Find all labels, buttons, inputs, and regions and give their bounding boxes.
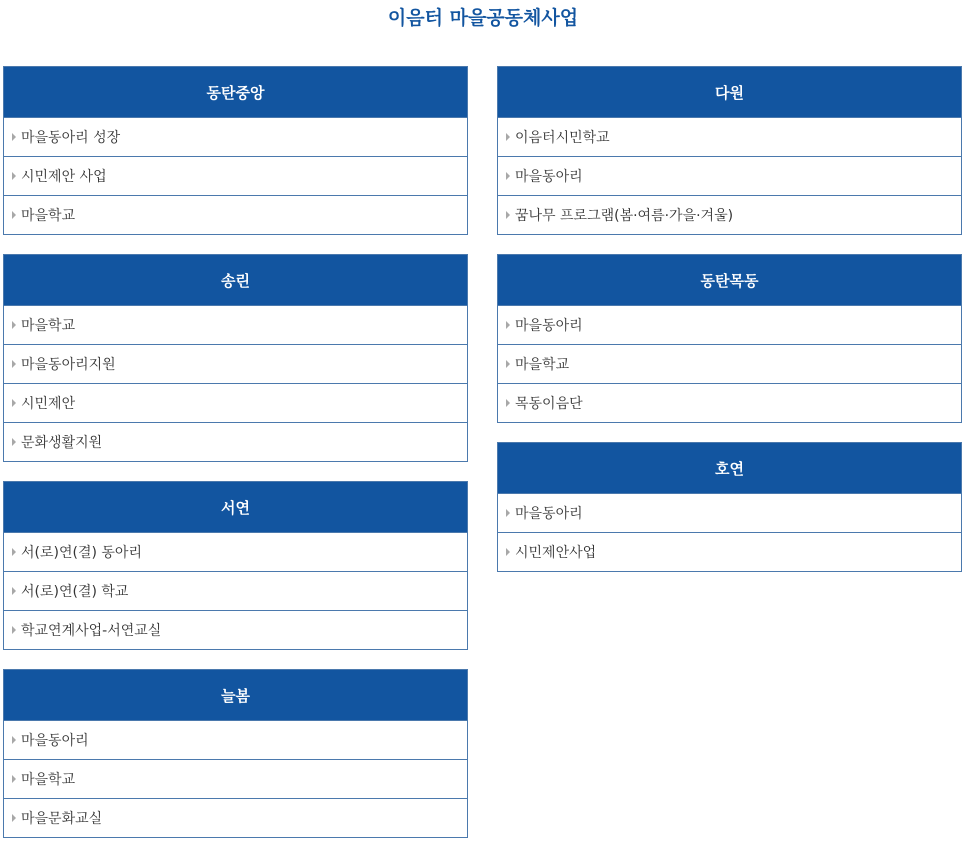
card-songrin <box>3 254 468 462</box>
card-header: 동탄중앙 <box>4 67 467 117</box>
list-item-label: 마을동아리 <box>21 733 89 749</box>
card-dongtan-mokdong <box>497 254 962 423</box>
list-item-label: 목동이음단 <box>515 396 583 412</box>
caret-right-icon <box>506 509 510 517</box>
caret-right-icon <box>506 360 510 368</box>
list-item-label: 꿈나무 프로그램(봄·여름·가을·겨울) <box>515 208 734 224</box>
card-hoyeon <box>497 442 962 572</box>
list-item[interactable] <box>498 493 961 532</box>
card-dawon <box>497 66 962 235</box>
list-item[interactable] <box>4 571 467 610</box>
caret-right-icon <box>12 548 16 556</box>
list-item-label: 마을동아리 성장 <box>21 130 121 146</box>
list-item-label: 문화생활지원 <box>21 435 103 451</box>
caret-right-icon <box>12 736 16 744</box>
list-item-label: 마을동아리지원 <box>21 357 116 373</box>
card-list <box>4 117 467 234</box>
list-item[interactable] <box>498 383 961 422</box>
caret-right-icon <box>12 321 16 329</box>
list-item-label: 마을동아리 <box>515 169 583 185</box>
card-list <box>4 532 467 649</box>
card-list <box>498 117 961 234</box>
list-item[interactable] <box>4 195 467 234</box>
list-item-label: 마을학교 <box>21 208 76 224</box>
card-list <box>498 493 961 571</box>
caret-right-icon <box>12 626 16 634</box>
list-item[interactable] <box>498 195 961 234</box>
list-item[interactable] <box>4 610 467 649</box>
list-item[interactable] <box>498 156 961 195</box>
card-list <box>498 305 961 422</box>
list-item-label: 마을동아리 <box>515 318 583 334</box>
list-item-label: 마을문화교실 <box>21 811 103 827</box>
card-seoyeon <box>3 481 468 650</box>
card-list <box>4 305 467 461</box>
list-item-label: 마을학교 <box>21 772 76 788</box>
caret-right-icon <box>506 172 510 180</box>
list-item[interactable] <box>4 344 467 383</box>
card-header: 호연 <box>498 443 961 493</box>
card-header: 늘봄 <box>4 670 467 720</box>
right-column <box>497 66 962 591</box>
list-item[interactable] <box>4 156 467 195</box>
list-item[interactable] <box>4 798 467 837</box>
caret-right-icon <box>12 133 16 141</box>
caret-right-icon <box>12 587 16 595</box>
list-item[interactable] <box>4 117 467 156</box>
page-title: 이음터 마을공동체사업 <box>387 7 579 29</box>
list-item[interactable] <box>498 532 961 571</box>
card-header: 동탄목동 <box>498 255 961 305</box>
list-item[interactable] <box>4 720 467 759</box>
caret-right-icon <box>506 321 510 329</box>
list-item[interactable] <box>498 305 961 344</box>
card-header: 서연 <box>4 482 467 532</box>
list-item-label: 서(로)연(결) 동아리 <box>21 545 142 561</box>
list-item-label: 학교연계사업-서연교실 <box>21 623 162 639</box>
caret-right-icon <box>12 360 16 368</box>
list-item-label: 시민제안 사업 <box>21 169 107 185</box>
card-neulbom <box>3 669 468 838</box>
card-header: 다원 <box>498 67 961 117</box>
caret-right-icon <box>506 548 510 556</box>
list-item[interactable] <box>4 383 467 422</box>
left-column <box>3 66 468 857</box>
list-item[interactable] <box>4 422 467 461</box>
caret-right-icon <box>12 775 16 783</box>
list-item-label: 마을학교 <box>515 357 570 373</box>
card-dongtan-jungang <box>3 66 468 235</box>
list-item-label: 마을학교 <box>21 318 76 334</box>
list-item-label: 이음터시민학교 <box>515 130 610 146</box>
caret-right-icon <box>12 399 16 407</box>
list-item[interactable] <box>4 305 467 344</box>
list-item[interactable] <box>4 532 467 571</box>
caret-right-icon <box>506 399 510 407</box>
card-header: 송린 <box>4 255 467 305</box>
list-item-label: 시민제안사업 <box>515 545 597 561</box>
list-item-label: 시민제안 <box>21 396 76 412</box>
caret-right-icon <box>12 211 16 219</box>
list-item-label: 마을동아리 <box>515 506 583 522</box>
caret-right-icon <box>12 814 16 822</box>
caret-right-icon <box>506 211 510 219</box>
list-item[interactable] <box>498 117 961 156</box>
card-list <box>4 720 467 837</box>
caret-right-icon <box>12 438 16 446</box>
caret-right-icon <box>506 133 510 141</box>
caret-right-icon <box>12 172 16 180</box>
list-item-label: 서(로)연(결) 학교 <box>21 584 129 600</box>
list-item[interactable] <box>4 759 467 798</box>
list-item[interactable] <box>498 344 961 383</box>
